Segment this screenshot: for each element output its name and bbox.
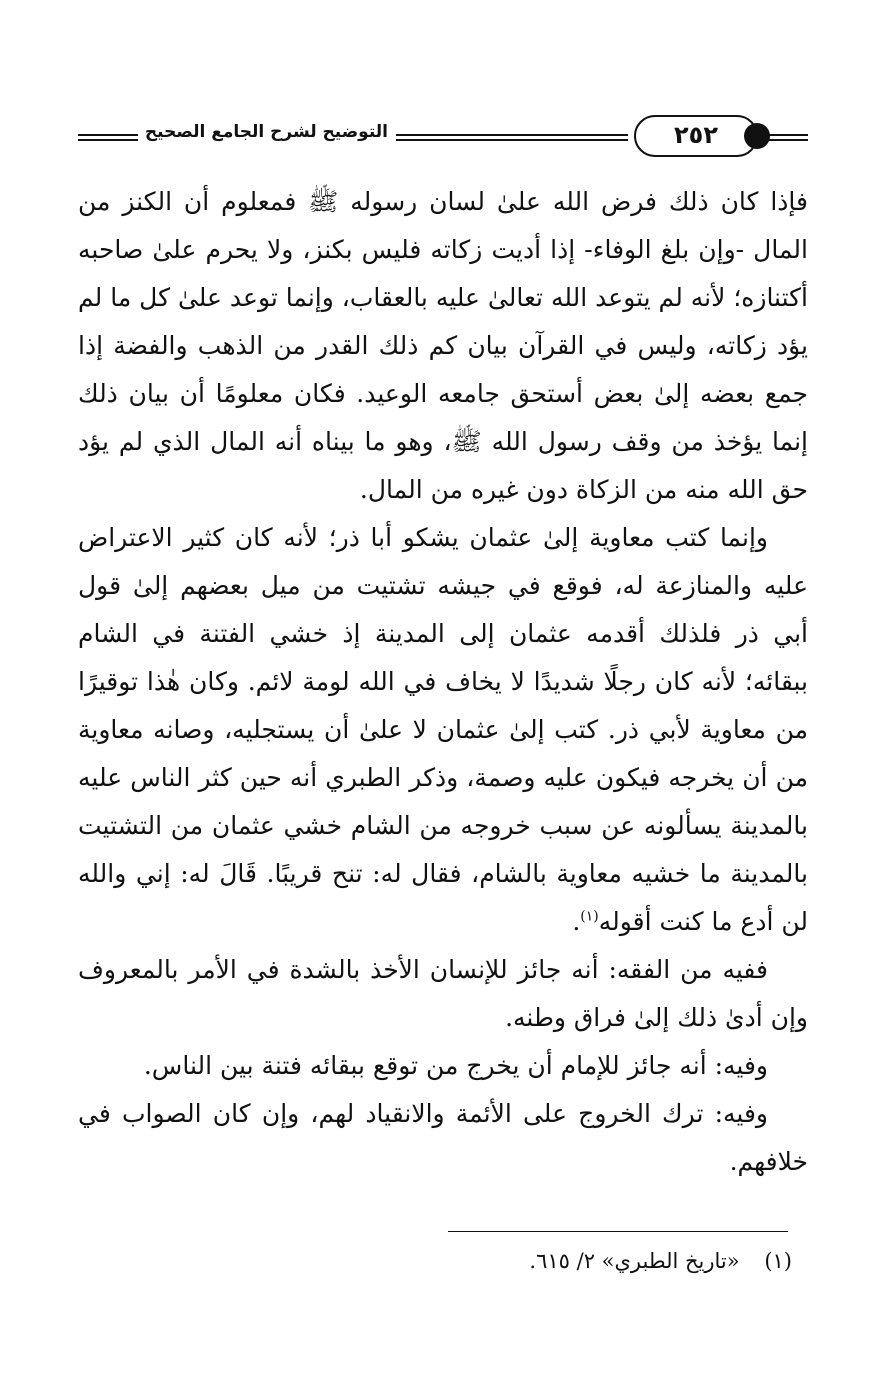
- paragraph-2-text: وإنما كتب معاوية إلىٰ عثمان يشكو أبا ذر؛ لأنه كان كثير الاعتراض عليه والمنازعة له، فوقع في جيشه تشتيت من ميل بعضهم إلىٰ قول أبي ذر فلذلك أقدمه عثمان إلى المدينة إذ خشي الفتنة في الشام ببقائه؛ لأنه كان رجلًا شديدًا لا يخاف في الله لومة لائم. وكان هٰذا توقيرًا من معاوية لأبي ذر. كتب إلىٰ عثمان لا علىٰ أن يستجليه، وصانه معاوية من أن يخرجه فيكون عليه وصمة، وذكر الطبري أنه حين كثر الناس عليه بالمدينة يسألونه عن سبب خروجه من الشام خشي عثمان من التشتيت بالمدينة ما خشيه معاوية بالشام، فقال له: تنح قريبًا. قَالَ له: إني والله لن أدع ما كنت أقوله: [78, 523, 808, 936]
- paragraph-3: ففيه من الفقه: أنه جائز للإنسان الأخذ بالشدة في الأمر بالمعروف وإن أدىٰ ذلك إلىٰ فراق وطنه.: [78, 955, 808, 1032]
- page-number-badge: [634, 115, 758, 157]
- running-title: التوضيح لشرح الجامع الصحيح: [144, 122, 388, 142]
- header-rule-middle: [396, 134, 628, 141]
- footnote-text: «تاريخ الطبري» ٢/ ٦١٥.: [529, 1249, 740, 1273]
- footnote-reference: (١): [580, 908, 599, 925]
- footnote-number: (١): [764, 1249, 792, 1273]
- header-rule-left: [78, 134, 138, 141]
- paragraph-5: وفيه: ترك الخروج على الأئمة والانقياد لهم، وإن كان الصواب في خلافهم.: [78, 1099, 808, 1176]
- header-rule-right: [766, 134, 808, 141]
- footnote: [78, 1244, 792, 1278]
- paragraph-1: فإذا كان ذلك فرض الله علىٰ لسان رسوله ﷺ فمعلوم أن الكنز من المال -وإن بلغ الوفاء- إذا أديت زكاته فليس بكنز، ولا يحرم علىٰ صاحبه أكتنازه؛ لأنه لم يتوعد الله تعالىٰ عليه بالعقاب، وإنما توعد علىٰ كل ما لم يؤد زكاته، وليس في القرآن بيان كم ذلك القدر من الذهب والفضة إذا جمع بعضه إلىٰ بعض أستحق جامعه الوعيد. فكان معلومًا أن بيان ذلك إنما يؤخذ من وقف رسول الله ﷺ، وهو ما بيناه أنه المال الذي لم يؤد حق الله منه من الزكاة دون غيره من المال.: [78, 187, 808, 504]
- paragraph-4: وفيه: أنه جائز للإمام أن يخرج من توقع ببقائه فتنة بين الناس.: [143, 1051, 768, 1080]
- paragraph-2-end: .: [572, 907, 581, 936]
- main-text: [78, 178, 808, 1186]
- footnote-separator: [448, 1231, 788, 1232]
- page-number: ٢٥٢: [674, 121, 718, 149]
- paragraph-2: [78, 514, 808, 946]
- running-header: [78, 112, 808, 162]
